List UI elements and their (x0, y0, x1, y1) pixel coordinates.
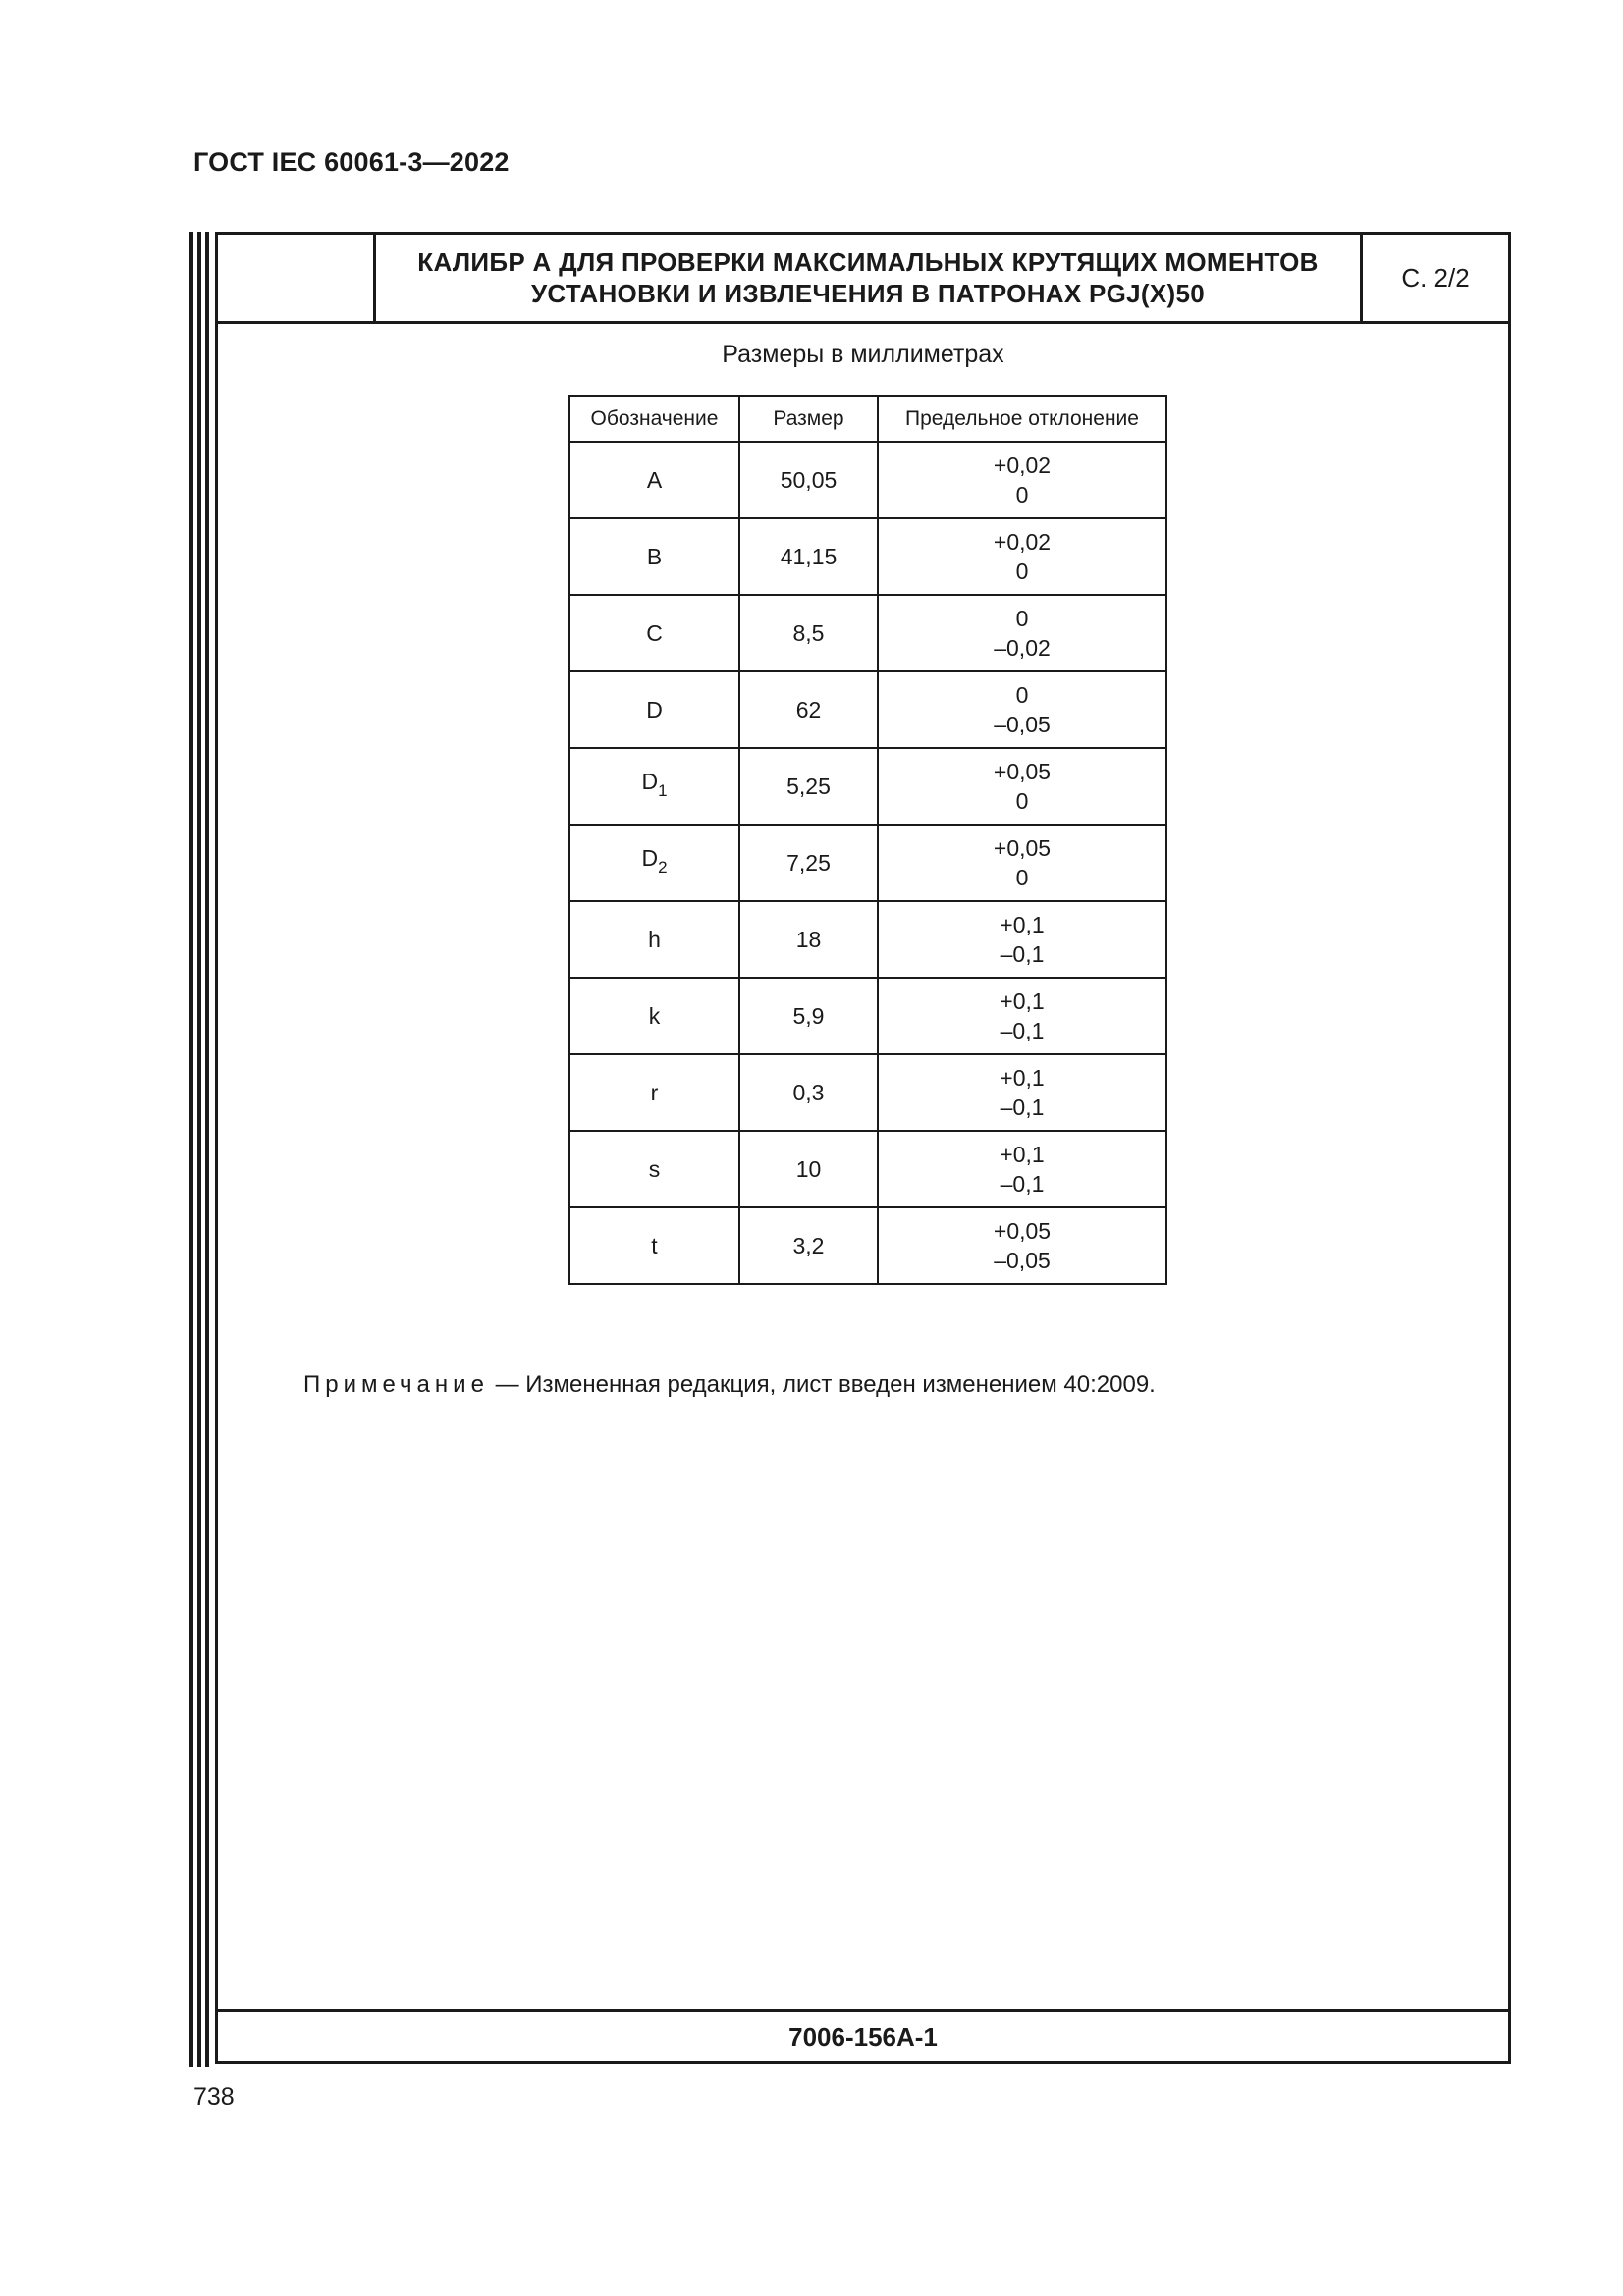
tolerance-lower: 0 (1015, 482, 1029, 507)
symbol: t (651, 1233, 658, 1258)
symbol-cell (569, 748, 739, 825)
table-row (569, 1131, 1166, 1207)
table-row (569, 671, 1166, 748)
title-blank-cell (218, 235, 376, 321)
size-cell: 3,2 (739, 1207, 878, 1284)
tolerance-lower: –0,1 (1000, 941, 1045, 967)
table-header-row (569, 396, 1166, 442)
page-number: 738 (193, 2083, 235, 2110)
tolerance-lower: 0 (1015, 559, 1029, 584)
tolerance-cell (878, 978, 1166, 1054)
tolerance-lower: –0,1 (1000, 1018, 1045, 1043)
tolerance-cell (878, 1207, 1166, 1284)
size-cell: 18 (739, 901, 878, 978)
title-block (218, 235, 1508, 324)
binding-rule (197, 232, 201, 2067)
sheet-title-line: УСТАНОВКИ И ИЗВЛЕЧЕНИЯ В ПАТРОНАХ PGJ(X)50 (530, 279, 1206, 308)
binding-rule (189, 232, 193, 2067)
size-cell: 5,9 (739, 978, 878, 1054)
binding-rule (205, 232, 209, 2067)
table-row (569, 1207, 1166, 1284)
symbol-cell (569, 978, 739, 1054)
dimensions-table (568, 395, 1167, 1285)
size-cell: 7,25 (739, 825, 878, 901)
table-row (569, 978, 1166, 1054)
tolerance-lower: –0,05 (994, 1248, 1051, 1273)
tolerance-cell (878, 748, 1166, 825)
table-row (569, 442, 1166, 518)
symbol: D (641, 845, 659, 871)
symbol: D (646, 697, 663, 722)
sheet-frame (215, 232, 1511, 2064)
tolerance-lower: –0,1 (1000, 1171, 1045, 1197)
note (303, 1371, 1156, 1399)
tolerance-cell (878, 1131, 1166, 1207)
sheet-title (376, 235, 1360, 321)
tolerance-lower: 0 (1015, 865, 1029, 890)
symbol-cell (569, 595, 739, 671)
symbol-cell (569, 825, 739, 901)
sheet-code: 7006-156А-1 (218, 2009, 1508, 2061)
size-cell: 0,3 (739, 1054, 878, 1131)
tolerance-upper: +0,02 (993, 529, 1052, 555)
tolerance-upper: +0,1 (1000, 912, 1045, 937)
sheet-title-line: КАЛИБР А ДЛЯ ПРОВЕРКИ МАКСИМАЛЬНЫХ КРУТЯЩИХ МОМЕНТОВ (417, 247, 1319, 277)
symbol: D (641, 769, 659, 794)
symbol-cell (569, 442, 739, 518)
symbol: s (648, 1156, 661, 1182)
size-cell: 62 (739, 671, 878, 748)
tolerance-upper: +0,1 (1000, 988, 1045, 1014)
column-header: Обозначение (569, 396, 739, 442)
tolerance-cell (878, 1054, 1166, 1131)
symbol: k (648, 1003, 661, 1029)
symbol-cell (569, 671, 739, 748)
tolerance-cell (878, 671, 1166, 748)
tolerance-lower: –0,02 (994, 635, 1051, 661)
table-row (569, 825, 1166, 901)
table-row (569, 518, 1166, 595)
symbol: h (648, 927, 661, 952)
table-row (569, 748, 1166, 825)
standard-header: ГОСТ IEC 60061-3—2022 (193, 147, 510, 177)
tolerance-cell (878, 442, 1166, 518)
symbol: r (650, 1080, 659, 1105)
symbol-cell (569, 901, 739, 978)
size-cell: 10 (739, 1131, 878, 1207)
column-header: Предельное отклонение (878, 396, 1166, 442)
symbol-subscript: 2 (658, 858, 668, 877)
tolerance-upper: 0 (1015, 682, 1029, 708)
tolerance-cell (878, 595, 1166, 671)
symbol: A (646, 467, 663, 493)
symbol: C (646, 620, 663, 646)
tolerance-lower: –0,1 (1000, 1095, 1045, 1120)
units-caption: Размеры в миллиметрах (722, 341, 1004, 368)
symbol-cell (569, 518, 739, 595)
table-row (569, 901, 1166, 978)
size-cell: 50,05 (739, 442, 878, 518)
table-row (569, 595, 1166, 671)
symbol-cell (569, 1207, 739, 1284)
symbol-subscript: 1 (658, 781, 668, 800)
size-cell: 41,15 (739, 518, 878, 595)
tolerance-upper: +0,1 (1000, 1065, 1045, 1091)
note-text: — Измененная редакция, лист введен изменением 40:2009. (488, 1371, 1156, 1398)
tolerance-upper: +0,05 (993, 835, 1052, 861)
tolerance-cell (878, 901, 1166, 978)
tolerance-lower: 0 (1015, 788, 1029, 814)
tolerance-upper: +0,05 (993, 1218, 1052, 1244)
tolerance-upper: +0,1 (1000, 1142, 1045, 1167)
tolerance-upper: +0,05 (993, 759, 1052, 784)
size-cell: 8,5 (739, 595, 878, 671)
size-cell: 5,25 (739, 748, 878, 825)
tolerance-upper: +0,02 (993, 453, 1052, 478)
tolerance-cell (878, 518, 1166, 595)
symbol-cell (569, 1131, 739, 1207)
table-row (569, 1054, 1166, 1131)
symbol: B (646, 544, 663, 569)
note-label: Примечание (303, 1371, 489, 1398)
tolerance-cell (878, 825, 1166, 901)
symbol-cell (569, 1054, 739, 1131)
tolerance-lower: –0,05 (994, 712, 1051, 737)
tolerance-upper: 0 (1015, 606, 1029, 631)
column-header: Размер (739, 396, 878, 442)
sheet-page-ref: С. 2/2 (1360, 235, 1508, 321)
